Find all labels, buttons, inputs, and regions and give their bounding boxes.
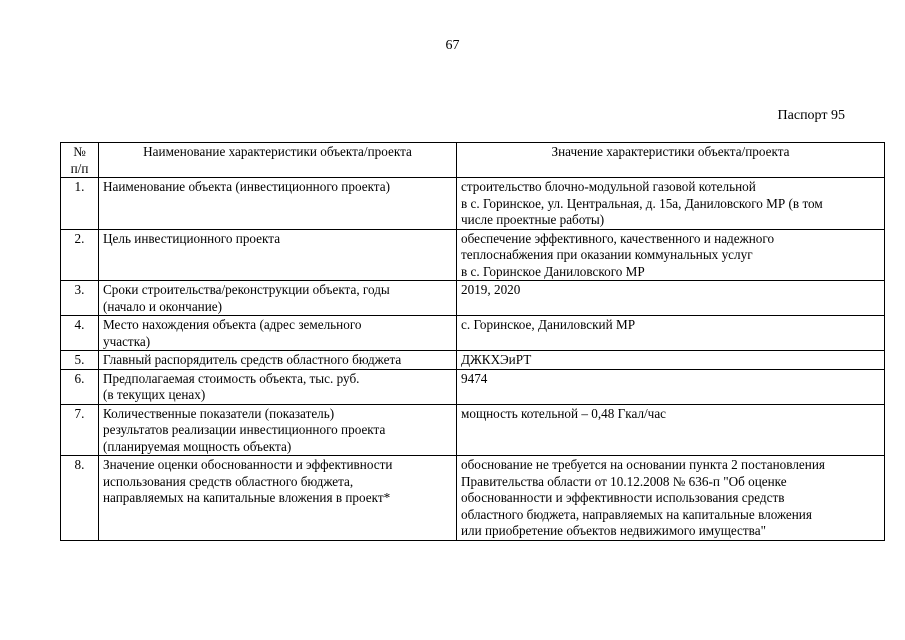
header-number-line2: п/п	[70, 160, 89, 176]
characteristic-name-line: Сроки строительства/реконструкции объекта, годы	[103, 282, 390, 297]
header-number	[61, 143, 99, 178]
characteristic-value-cell	[457, 456, 885, 541]
characteristic-name-cell	[99, 369, 457, 404]
characteristic-name-line: Главный распорядитель средств областного бюджета	[103, 352, 402, 367]
characteristic-value-line: числе проектные работы)	[461, 212, 605, 227]
row-number: 1.	[61, 178, 99, 230]
row-number: 7.	[61, 404, 99, 456]
table-row	[61, 456, 885, 541]
header-number-line1: №	[73, 144, 86, 159]
characteristic-value-line: мощность котельной – 0,48 Гкал/час	[461, 405, 667, 421]
page-number: 67	[445, 38, 460, 53]
characteristic-value-line: Правительства области от 10.12.2008 № 636-п "Об оценке	[461, 473, 787, 489]
characteristic-value-line: 2019, 2020	[461, 282, 521, 297]
table-row	[61, 229, 885, 281]
characteristic-name-line: (начало и окончание)	[103, 298, 223, 314]
characteristic-value-line: ДЖКХЭиРТ	[461, 352, 532, 367]
characteristic-name-line: участка)	[103, 333, 151, 349]
passport-label: Паспорт 95	[777, 108, 845, 123]
table-row	[61, 369, 885, 404]
characteristic-name-cell	[99, 404, 457, 456]
passport-table	[60, 142, 885, 541]
table-header-row	[61, 143, 885, 178]
characteristic-name-line: Количественные показатели (показатель)	[103, 405, 335, 421]
header-characteristic-value: Значение характеристики объекта/проекта	[457, 143, 885, 178]
characteristic-value-line: обоснованности и эффективности использования средств	[461, 490, 785, 505]
row-number: 6.	[61, 369, 99, 404]
characteristic-value-line: с. Горинское, Даниловский МР	[461, 317, 636, 332]
characteristic-name-cell	[99, 229, 457, 281]
characteristic-name-line: направляемых на капитальные вложения в проект*	[103, 490, 391, 505]
characteristic-name-cell	[99, 281, 457, 316]
characteristic-value-line: 9474	[461, 370, 488, 386]
table-row	[61, 281, 885, 316]
characteristic-name-cell	[99, 178, 457, 230]
characteristic-name-line: использования средств областного бюджета,	[103, 473, 354, 489]
characteristic-value-cell	[457, 369, 885, 404]
characteristic-name-line: Цель инвестиционного проекта	[103, 230, 281, 246]
table-row	[61, 351, 885, 370]
characteristic-name-line: Наименование объекта (инвестиционного проекта)	[103, 179, 390, 194]
characteristic-name-line: Предполагаемая стоимость объекта, тыс. руб.	[103, 370, 360, 386]
row-number: 3.	[61, 281, 99, 316]
table-row	[61, 316, 885, 351]
characteristic-name-cell	[99, 456, 457, 541]
characteristic-name-line: Значение оценки обоснованности и эффективности	[103, 457, 393, 472]
characteristic-value-cell	[457, 178, 885, 230]
characteristic-value-line: строительство блочно-модульной газовой котельной	[461, 179, 756, 194]
characteristic-value-line: теплоснабжения при оказании коммунальных услуг	[461, 247, 753, 262]
characteristic-name-cell	[99, 351, 457, 370]
header-characteristic-name: Наименование характеристики объекта/проекта	[99, 143, 457, 178]
characteristic-name-line: (планируемая мощность объекта)	[103, 438, 292, 454]
row-number: 4.	[61, 316, 99, 351]
characteristic-value-line: в с. Горинское Даниловского МР	[461, 263, 645, 279]
characteristic-name-line: (в текущих ценах)	[103, 387, 206, 402]
row-number: 5.	[61, 351, 99, 370]
table-row	[61, 178, 885, 230]
characteristic-value-cell	[457, 351, 885, 370]
row-number: 2.	[61, 229, 99, 281]
characteristic-value-line: обеспечение эффективного, качественного и надежного	[461, 230, 775, 246]
characteristic-value-cell	[457, 404, 885, 456]
table-row	[61, 404, 885, 456]
characteristic-name-line: Место нахождения объекта (адрес земельного	[103, 317, 362, 332]
characteristic-value-line: областного бюджета, направляемых на капитальные вложения	[461, 506, 812, 522]
characteristic-value-line: или приобретение объектов недвижимого имущества"	[461, 523, 766, 538]
characteristic-value-cell	[457, 229, 885, 281]
characteristic-value-cell	[457, 316, 885, 351]
row-number: 8.	[61, 456, 99, 541]
characteristic-value-cell	[457, 281, 885, 316]
characteristic-name-line: результатов реализации инвестиционного проекта	[103, 422, 386, 437]
characteristic-value-line: обоснование не требуется на основании пункта 2 постановления	[461, 457, 825, 472]
characteristic-name-cell	[99, 316, 457, 351]
characteristic-value-line: в с. Горинское, ул. Центральная, д. 15а, Даниловского МР (в том	[461, 195, 823, 211]
